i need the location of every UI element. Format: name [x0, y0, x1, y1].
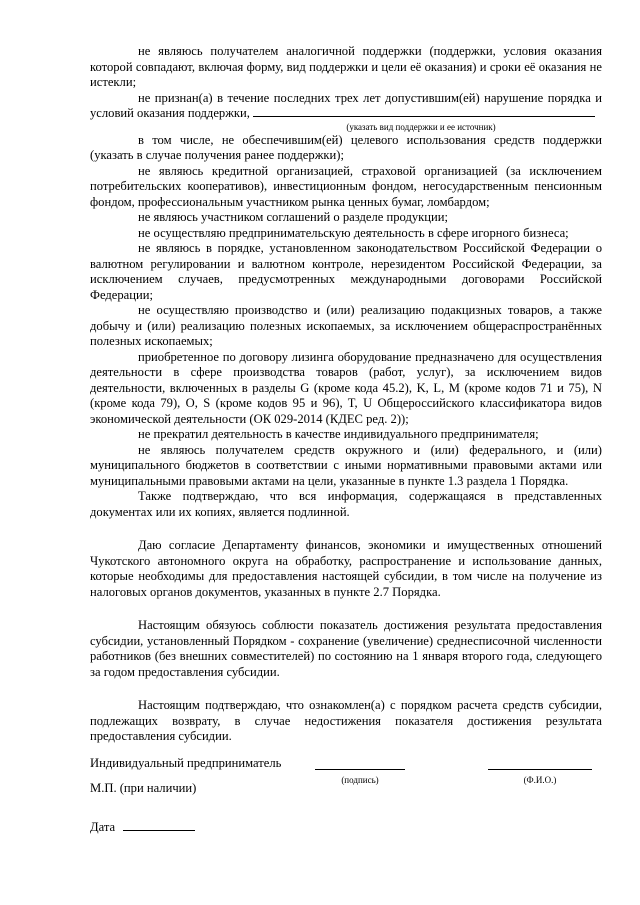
date-field[interactable]: [123, 818, 195, 831]
authenticity-statement: Также подтверждаю, что вся информация, содержащаяся в представленных документах или их копиях, является подлинной.: [90, 489, 602, 519]
support-type-field[interactable]: [253, 116, 595, 117]
condition-4: не являюсь кредитной организацией, страховой организацией (за исключением потребительских кооперативов), инвестиционным фондом, негосударственным пенсионным фондом, профессиональным участником рынка ценных бумаг, ломбардом;: [90, 163, 602, 209]
condition-1: не являюсь получателем аналогичной поддержки (поддержки, условия оказания которой совпадают, включая форму, вид поддержки и цели её оказания) и сроки её оказания не истекли;: [90, 44, 602, 89]
full-name-hint: (Ф.И.О.): [523, 775, 557, 785]
condition-11: не являюсь получателем средств окружного и (или) федерального, и (или) муниципального бюджетов в соответствии с иными нормативными правовыми актами или муниципальными правовыми актами на цели, указанные в пункте 1.3 раздела 1 Порядка.: [90, 442, 602, 488]
condition-9: приобретенное по договору лизинга оборудование предназначено для осуществления деятельности в сфере производства товаров (работ, услуг), за исключением видов деятельности, включенных в разделы G (кроме кода 45.2), K, L, M (кроме кодов 71 и 75), N (кроме кода 79), O, S (кроме кодов 95 и 96), T, U Общероссийского классификатора видов экономической деятельности (ОК 029-2014 (КДЕС ред. 2));: [90, 349, 602, 426]
signature-hint: (подпись): [341, 775, 379, 785]
stamp-label: М.П. (при наличии): [90, 781, 197, 795]
signature-label: Индивидуальный предприниматель: [90, 756, 282, 770]
obligation-paragraph: Настоящим обязуюсь соблюсти показатель достижения результата предоставления субсидии, установленный Порядком - сохранение (увеличение) среднесписочной численности работников (без внешних совместителей) по состоянию на 1 января второго года, следующего за годом предоставления субсидии.: [90, 618, 602, 679]
date-label: Дата: [90, 820, 116, 834]
document-body: [90, 44, 602, 745]
acknowledgement-paragraph: Настоящим подтверждаю, что ознакомлен(а) с порядком расчета средств субсидии, подлежащих возврату, в случае недостижения показателя достижения результата предоставления субсидии.: [90, 698, 602, 743]
date-row: [90, 818, 195, 836]
condition-7: не являюсь в порядке, установленном законодательством Российской Федерации о валютном регулировании и валютном контроле, нерезидентом Российской Федерации, за исключением случаев, предусмотренных международными договорами Российской Федерации;: [90, 241, 602, 302]
support-type-hint: (указать вид поддержки и ее источник): [346, 121, 496, 132]
condition-2-text: не признан(а) в течение последних трех лет допустившим(ей) нарушение порядка и условий оказания поддержки,: [90, 90, 602, 120]
condition-3: в том числе, не обеспечившим(ей) целевого использования средств поддержки (указать в случае получения ранее поддержки);: [90, 132, 602, 162]
signature-field[interactable]: [315, 769, 405, 770]
condition-10: не прекратил деятельность в качестве индивидуального предпринимателя;: [138, 427, 539, 441]
consent-paragraph: Даю согласие Департаменту финансов, экономики и имущественных отношений Чукотского автономного округа на обработку, распространение и использование данных, которые необходимы для предоставления настоящей субсидии, в том числе на получение из налоговых органов документов, указанных в пункте 2.7 Порядка.: [90, 538, 602, 599]
condition-8: не осуществляю производство и (или) реализацию подакцизных товаров, а также добычу и (или) реализацию полезных ископаемых, за исключением общераспространённых полезных ископаемых;: [90, 303, 602, 348]
full-name-field[interactable]: [488, 769, 592, 770]
condition-2: [90, 91, 602, 122]
condition-5: не являюсь участником соглашений о разделе продукции;: [138, 210, 449, 224]
condition-6: не осуществляю предпринимательскую деятельность в сфере игорного бизнеса;: [138, 225, 569, 240]
